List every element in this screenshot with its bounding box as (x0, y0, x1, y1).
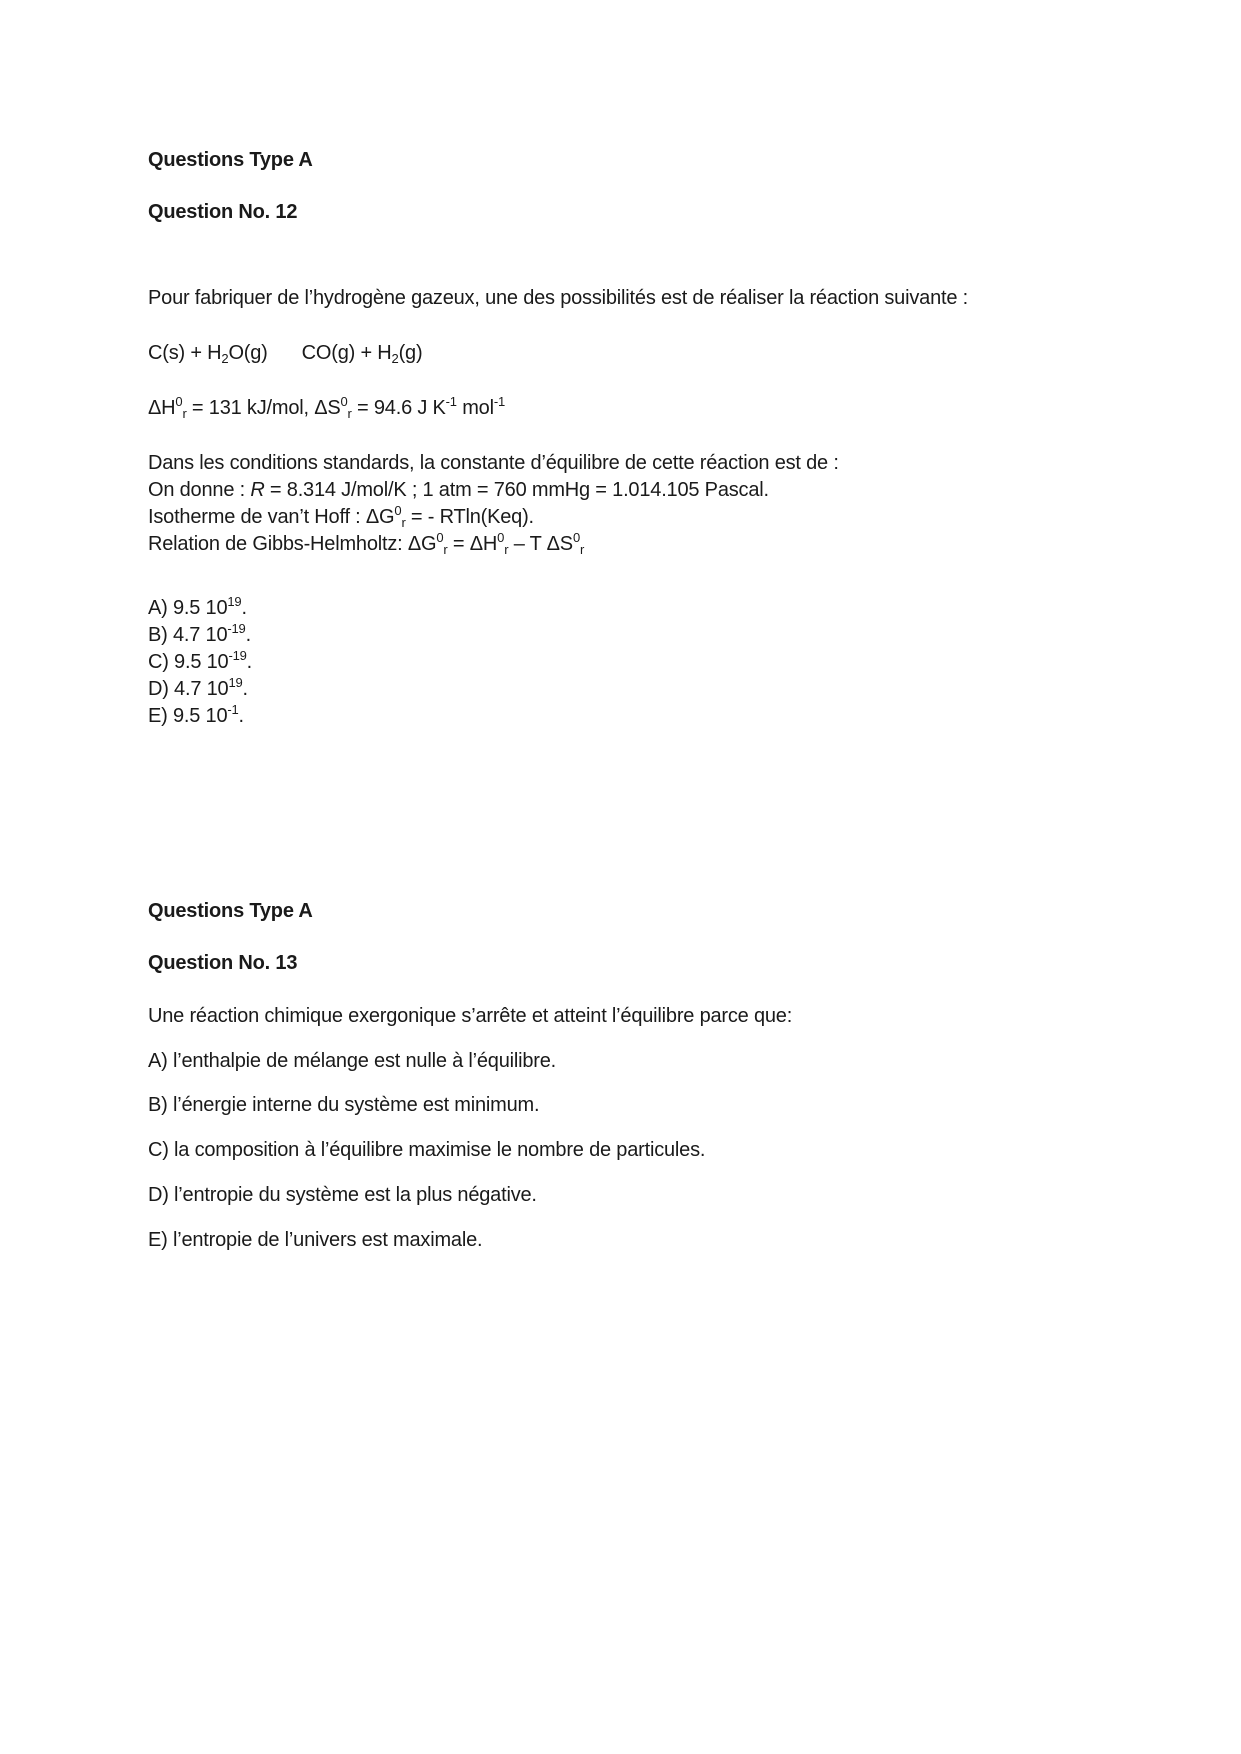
q13-option-b: B) l’énergie interne du système est minimum. (148, 1094, 540, 1116)
q12-reaction-equation: $C(s) + H_2O(g) CO(g) + H_2(g)$ (148, 342, 423, 366)
q12-number-heading: Question No. 12 (148, 201, 298, 223)
q12-intro: Pour fabriquer de l’hydrogène gazeux, une des possibilités est de réaliser la réaction suivante : (148, 287, 968, 309)
q12-option-d: D) 4.7 $10^{19}$. (148, 675, 248, 700)
q12-option-e: E) 9.5 $10^{-1}$. (148, 702, 244, 727)
q12-type-heading: Questions Type A (148, 149, 313, 171)
q12-vanthoff: Isotherme de van’t Hoff : $\Delta G^0_r$ = - RTln(Keq). (148, 503, 534, 530)
q13-option-e: E) l’entropie de l’univers est maximale. (148, 1229, 483, 1251)
q13-option-c: C) la composition à l’équilibre maximise le nombre de particules. (148, 1139, 706, 1161)
q12-option-b: B) 4.7 $10^{-19}$. (148, 621, 251, 646)
q13-option-a: A) l’enthalpie de mélange est nulle à l’équilibre. (148, 1050, 557, 1072)
q12-thermo-data: $\Delta H^0_r = 131$ kJ/mol, $\Delta S^0_r = 94.6$ J $K^{-1}$ mol$^{-1}$ (148, 394, 505, 421)
q12-given-constants: On donne : R = 8.314 J/mol/K ; 1 atm = 760 mmHg = 1.014.105 Pascal. (148, 479, 769, 501)
q13-prompt: Une réaction chimique exergonique s’arrête et atteint l’équilibre parce que: (148, 1005, 793, 1027)
q12-option-a: A) 9.5 $10^{19}$. (148, 594, 247, 619)
q12-prompt: Dans les conditions standards, la constante d’équilibre de cette réaction est de : (148, 452, 839, 474)
q13-option-d: D) l’entropie du système est la plus négative. (148, 1184, 537, 1206)
q12-gibbs-helmholtz: Relation de Gibbs-Helmholtz: $\Delta G^0_r = \Delta H^0_r - T$ $\Delta S^0_r$ (148, 530, 585, 557)
q13-number-heading: Question No. 13 (148, 952, 298, 974)
q12-option-c: C) 9.5 $10^{-19}$. (148, 648, 253, 673)
q13-type-heading: Questions Type A (148, 900, 313, 922)
